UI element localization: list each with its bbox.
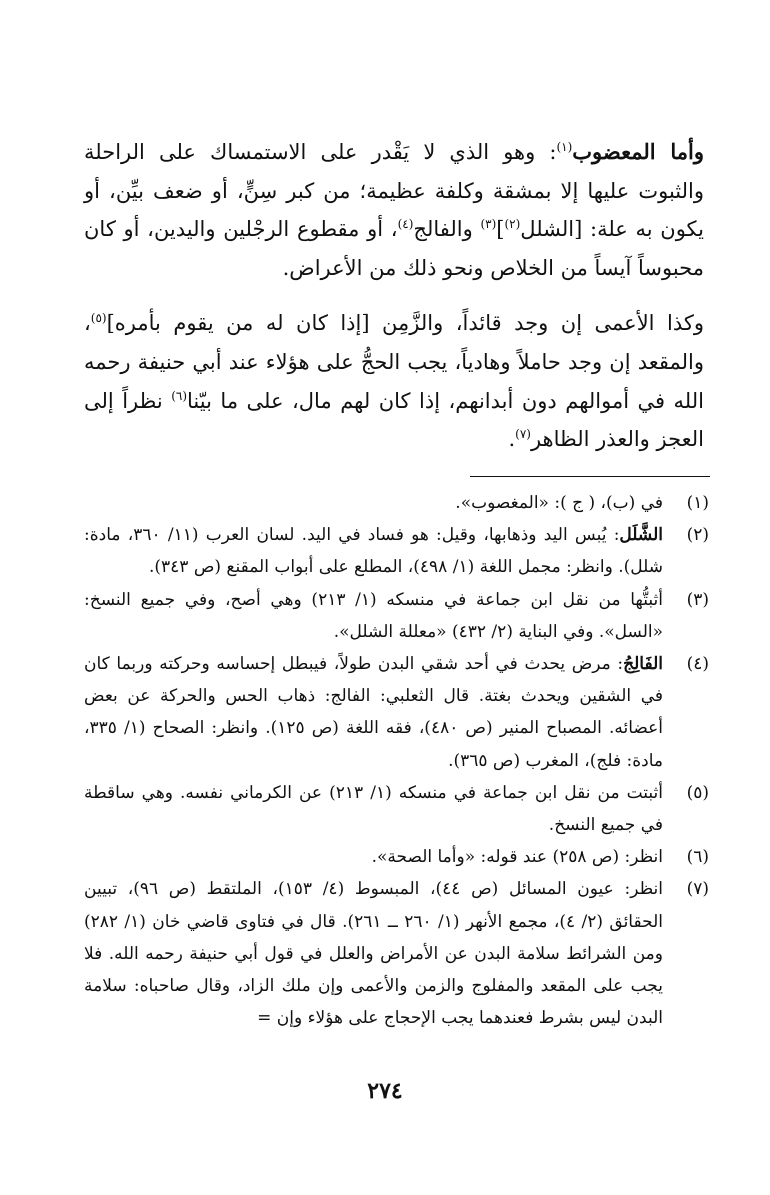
footnote-keyword: الفَالِجُ (623, 654, 663, 675)
footnote-ref-2: (٢) (504, 217, 521, 232)
paragraph-1 (84, 133, 704, 287)
footnote (84, 519, 709, 583)
footnote-text: انظر: (ص ٢٥٨) عند قوله: «وأما الصحة». (371, 847, 663, 868)
footnote-text: أثبتت من نقل ابن جماعة في منسكه (١/ ٢١٣) عن الكرماني نفسه. وهي ساقطة في جميع النسخ. (84, 782, 664, 836)
footnote-ref-5: (٥) (90, 311, 107, 326)
paragraph-1-text-b: ] (496, 217, 505, 242)
footnotes (84, 487, 709, 1034)
footnote-number: (٢) (686, 525, 709, 546)
footnote-text: انظر: عيون المسائل (ص ٤٤)، المبسوط (٤/ ١٥٣)، الملتقط (ص ٩٦)، تبيين الحقائق (٢/ ٤)، مجمع الأنهر (١/ ٢٦٠ ــ ٢٦١). قال في فتاوى قاضي خان (١/ ٢٨٢) ومن الشرائط سلامة البدن عن الأمراض والعلل في قول أبي حنيفة رحمه الله. فلا يجب على المقعد والمفلوج والزمن والأعمى وإن ملك الزاد، وقال صاحباه: سلامة البدن ليس بشرط فعندهما يجب الإحجاج على هؤلاء وإن = (84, 879, 663, 1029)
footnote-number: (٤) (686, 654, 709, 675)
footnote-number: (١) (686, 493, 709, 513)
footnote (84, 873, 709, 1034)
main-text (84, 133, 704, 459)
paragraph-2-text-c: نظراً إلى العجز والعذر الظاهر (84, 388, 704, 452)
footnote-ref-3: (٣) (480, 217, 497, 232)
footnote-separator (470, 476, 710, 477)
paragraph-2-text-a: وكذا الأعمى إن وجد قائداً، والزَّمِن [إذا كان له من يقوم بأمره] (106, 311, 704, 336)
footnote (84, 487, 709, 519)
footnote-number: (٥) (686, 782, 709, 803)
paragraph-2 (84, 304, 704, 458)
footnote-ref-4: (٤) (397, 217, 414, 232)
footnote-text: : مرض يحدث في أحد شقي البدن طولاً، فيبطل إحساسه وحركته وربما كان في الشقين ويحدث بغتة. قال الثعلبي: الفالج: ذهاب الحس والحركة عن بعض أعضائه. المصباح المنير (ص ٤٨٠)، فقه اللغة (ص ١٢٥). وانظر: الصحاح (١/ ٣٣٥، مادة: فلج)، المغرب (ص ٣٦٥). (84, 654, 664, 771)
footnote-number: (٣) (686, 589, 709, 610)
paragraph-1-text-c: والفالج (413, 217, 481, 242)
footnote-text: أثبتُّها من نقل ابن جماعة في منسكه (١/ ٢١٣) وهي أصح، وفي جميع النسخ: «السل». وفي البناية (٢/ ٤٣٢) «معللة الشلل». (84, 589, 663, 642)
page-number: ٢٧٤ (367, 1078, 403, 1104)
footnote-number: (٦) (686, 847, 709, 868)
footnote-ref-6: (٦) (171, 388, 188, 403)
paragraph-1-text-d: ، أو مقطوع الرجْلين واليدين، أو كان محبوساً آيساً من الخلاص ونحو ذلك من الأعراض. (84, 217, 704, 280)
footnote (84, 584, 709, 648)
paragraph-2-text-d: . (508, 427, 516, 452)
paragraph-1-text-a: : وهو الذي لا يَقْدر على الاستمساك على الراحلة والثبوت عليها إلا بمشقة وكلفة عظيمة؛ من كبر سِنٍّ، أو ضعف بيِّن، أو يكون به علة: [الشلل (84, 140, 704, 242)
footnote (84, 648, 709, 777)
footnote-ref-7: (٧) (515, 427, 531, 442)
footnote (84, 841, 709, 873)
footnote (84, 777, 709, 841)
paragraph-2-text-b: ، والمقعد إن وجد حاملاً وهادياً، يجب الحجُّ على هؤلاء عند أبي حنيفة رحمه الله في أموالهم دون أبدانهم، إذا كان لهم مال، على ما بيّنا (84, 311, 704, 413)
footnote-keyword: الشَّلَل (619, 525, 663, 546)
footnote-number: (٧) (686, 879, 709, 900)
lead-term: وأما المعضوب (572, 139, 704, 164)
footnote-ref-1: (١) (556, 140, 573, 154)
footnote-text: : يُبس اليد وذهابها، وقيل: هو فساد في اليد. لسان العرب (١١/ ٣٦٠، مادة: شلل). وانظر: مجمل اللغة (١/ ٤٩٨)، المطلع على أبواب المقنع (ص ٣٤٣). (84, 525, 663, 578)
footnote-text: في (ب)، ( ج ): «المغصوب». (455, 493, 663, 513)
